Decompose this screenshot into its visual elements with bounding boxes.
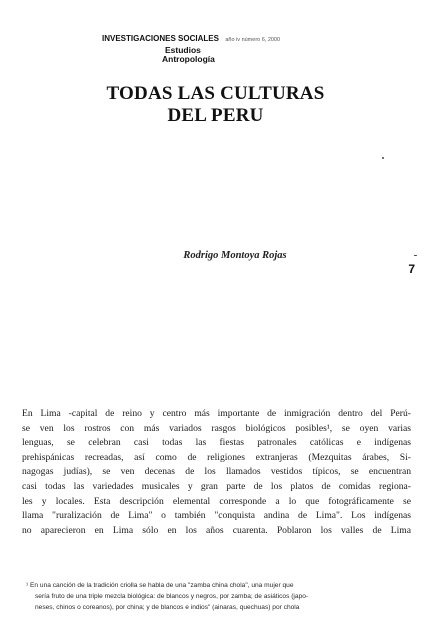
body-line: casi todas las variedades musicales y gran parte de los platos de comidas regiona- xyxy=(22,480,411,492)
article-title xyxy=(60,83,371,127)
subsection-label: Antropología xyxy=(162,54,215,64)
footnote-line: neses, chinos o coreanos), por china; y de blancos e indios" (ainaras, quechuas) por chola xyxy=(35,604,300,611)
body-paragraph xyxy=(22,407,411,538)
section-label: Estudios xyxy=(165,45,201,55)
title-line-1: TODAS LAS CULTURAS xyxy=(106,83,325,104)
body-line: se ven los rostros con más variados rasgos biológicos posibles¹, se oyen varias xyxy=(22,422,411,434)
body-line: prehispánicas recreadas, así como de religiones extranjeras (Mezquitas árabes, Si- xyxy=(22,451,411,463)
footnote xyxy=(22,580,412,613)
journal-header xyxy=(102,31,332,64)
scan-speck xyxy=(414,255,417,256)
body-line: lenguas, se celebran casi todas las fiestas patronales católicas e indígenas xyxy=(22,437,411,449)
body-line: llama "ruralización de Lima" o también "conquista andina de Lima". Los indígenas xyxy=(22,510,411,522)
journal-line xyxy=(102,31,332,46)
title-line-2: DEL PERU xyxy=(167,105,264,126)
journal-name: INVESTIGACIONES SOCIALES xyxy=(102,34,219,43)
body-line: no aparecieron en Lima sólo en los años cuarenta. Poblaron los valles de Lima xyxy=(22,524,411,536)
body-line: nagogas judías), se ven decenas de los llamados vestidos típicos, se encuentran xyxy=(22,466,411,478)
page-number: 7 xyxy=(408,262,415,276)
body-line: En Lima -capital de reino y centro más importante de inmigración dentro del Perú- xyxy=(22,408,411,419)
body-line: les y locales. Esta descripción elemental corresponde a lo que fotográficamente se xyxy=(22,495,411,507)
footnote-line: ¹ En una canción de la tradición criolla se habla de una "zamba china chola", una mujer que xyxy=(26,582,294,589)
scan-speck xyxy=(382,157,384,159)
author-name: Rodrigo Montoya Rojas xyxy=(183,250,287,261)
footnote-line: sería fruto de una triple mezcla biológica: de blancos y negros, por zamba; de asiáticos (japo- xyxy=(35,593,309,600)
issue-info: año iv número 6, 2000 xyxy=(225,37,281,43)
